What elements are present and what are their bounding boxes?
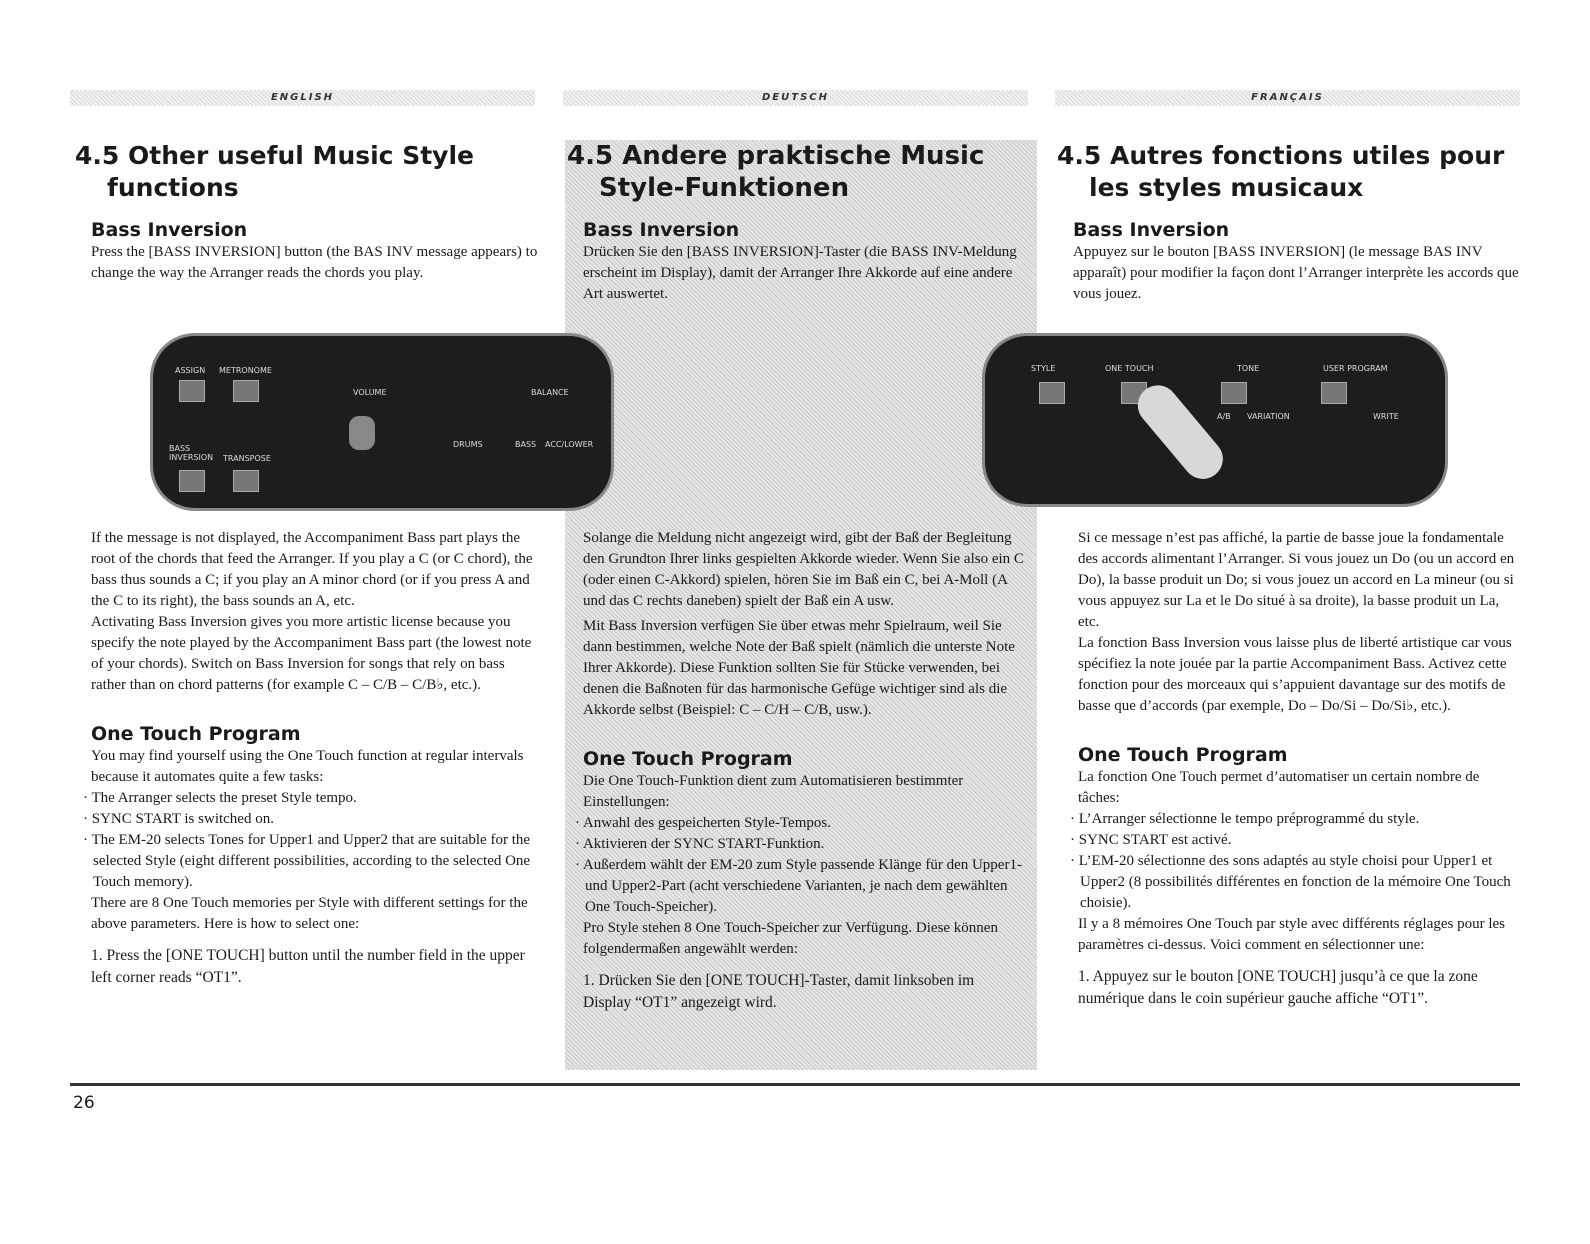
paragraph: Solange die Meldung nicht angezeigt wird, gibt der Baß der Begleitung den Grundton Ihrer links gespielten Akkorde wieder. Wenn Sie also ein C (oder einen C-Akkord) spielen, hören Sie im Baß ein C, bei A-Moll (A und das C rechts daneben) spielt der Baß ein A usw. bbox=[583, 530, 1024, 609]
german-column-bottom bbox=[583, 528, 1025, 1014]
balance-label: BALANCE bbox=[531, 388, 569, 397]
subheading-bass-inversion: Bass Inversion bbox=[91, 219, 248, 241]
paragraph: There are 8 One Touch memories per Style with different settings for the above parameters. Here is how to select one: bbox=[91, 895, 528, 932]
paragraph: Mit Bass Inversion verfügen Sie über etwas mehr Spielraum, weil Sie dann bestimmen, welche Note der Baß spielt (nämlich die unterste Note Ihrer Akkorde). Diese Funktion sollten Sie für Stücke verwenden, bei denen die Baßnoten für das harmonische Gefüge wichtiger sind als die Akkorde selbst (Beispiel: C – C/H – C/B, usw.). bbox=[583, 618, 1015, 718]
feature-list bbox=[83, 788, 536, 893]
step-instruction: 1. Appuyez sur le bouton [ONE TOUCH] jusqu’à ce que la zone numérique dans le coin supérieur gauche affiche “OT1”. bbox=[1078, 968, 1478, 1007]
feature-list bbox=[575, 813, 1025, 918]
footer-rule bbox=[70, 1083, 1520, 1086]
paragraph: Pro Style stehen 8 One Touch-Speicher zur Verfügung. Diese können folgendermaßen angewählt werden: bbox=[583, 920, 998, 957]
paragraph: La fonction Bass Inversion vous laisse plus de liberté artistique car vous spécifiez la note jouée par la partie Accompaniment Bass. Activez cette fonction pour des morceaux qui s’appuient davantage sur des motifs de basse que d’accords (par exemple, Do – Do/Si – Do/Si♭, etc.). bbox=[1078, 635, 1512, 714]
tone-button bbox=[1221, 382, 1247, 404]
list-item: · Aktivieren der SYNC START-Funktion. bbox=[575, 834, 1025, 855]
user-program-button bbox=[1321, 382, 1347, 404]
english-column-top bbox=[75, 140, 540, 284]
paragraph: Il y a 8 mémoires One Touch par style avec différents réglages pour les paramètres ci-dessus. Voici comment en sélectionner une: bbox=[1078, 916, 1506, 953]
list-item: · L’Arranger sélectionne le tempo préprogrammé du style. bbox=[1070, 809, 1523, 830]
user-program-label: USER PROGRAM bbox=[1323, 364, 1388, 373]
section-title: 4.5 Other useful Music Style functions bbox=[75, 141, 474, 202]
page-number: 26 bbox=[73, 1093, 95, 1113]
panel-photo-left bbox=[150, 333, 614, 511]
assign-button bbox=[179, 380, 205, 402]
drums-label: DRUMS bbox=[453, 440, 483, 449]
metronome-label: METRONOME bbox=[219, 366, 272, 375]
panel-photo-right bbox=[982, 333, 1448, 507]
french-column-top bbox=[1057, 140, 1522, 305]
list-item: · Anwahl des gespeicherten Style-Tempos. bbox=[575, 813, 1025, 834]
transpose-label: TRANSPOSE bbox=[223, 454, 271, 463]
subheading-bass-inversion: Bass Inversion bbox=[1073, 219, 1230, 241]
transpose-button bbox=[233, 470, 259, 492]
list-item: · SYNC START is switched on. bbox=[83, 809, 536, 830]
paragraph: Die One Touch-Funktion dient zum Automatisieren bestimmter Einstellungen: bbox=[583, 773, 964, 810]
metronome-button bbox=[233, 380, 259, 402]
style-label: STYLE bbox=[1031, 364, 1056, 373]
feature-list bbox=[1070, 809, 1523, 914]
subheading-bass-inversion: Bass Inversion bbox=[583, 219, 740, 241]
paragraph: Press the [BASS INVERSION] button (the BAS INV message appears) to change the way the Arranger reads the chords you play. bbox=[91, 244, 538, 281]
volume-label: VOLUME bbox=[353, 388, 387, 397]
subheading-one-touch: One Touch Program bbox=[1078, 744, 1288, 766]
assign-label: ASSIGN bbox=[175, 366, 206, 375]
section-title: 4.5 Autres fonctions utiles pour les styles musicaux bbox=[1057, 141, 1505, 202]
paragraph: La fonction One Touch permet d’automatiser un certain nombre de tâches: bbox=[1078, 769, 1480, 806]
section-title: 4.5 Andere praktische Music Style-Funktionen bbox=[567, 141, 985, 203]
bass-label: BASS bbox=[515, 440, 537, 449]
subheading-one-touch: One Touch Program bbox=[583, 748, 793, 770]
list-item: · The Arranger selects the preset Style tempo. bbox=[83, 788, 536, 809]
style-button bbox=[1039, 382, 1065, 404]
paragraph: Activating Bass Inversion gives you more artistic license because you specify the note played by the Accompaniment Bass part (the lowest note of your chords). Switch on Bass Inversion for songs that rely on bass rather than on chord patterns (for example C – C/B – C/B♭, etc.). bbox=[91, 614, 532, 693]
write-label: WRITE bbox=[1373, 412, 1399, 421]
header-bar-francais: FRANÇAIS bbox=[1055, 90, 1520, 106]
german-column-top bbox=[567, 140, 1027, 305]
paragraph: Drücken Sie den [BASS INVERSION]-Taster (die BASS INV-Meldung erscheint im Display), damit der Arranger Ihre Akkorde auf eine andere Art auswertet. bbox=[583, 244, 1017, 302]
list-item: · SYNC START est activé. bbox=[1070, 830, 1523, 851]
paragraph: If the message is not displayed, the Accompaniment Bass part plays the root of the chords that feed the Arranger. If you play a C (or C chord), the bass thus sounds a C; if you play an A minor chord (or if you press A and the C to its right), the bass sounds an A, etc. bbox=[91, 530, 533, 609]
ab-label: A/B bbox=[1217, 412, 1231, 421]
paragraph: Appuyez sur le bouton [BASS INVERSION] (le message BAS INV apparaît) pour modifier la façon dont l’Arranger interprète les accords que vous jouez. bbox=[1073, 244, 1519, 302]
paragraph: You may find yourself using the One Touch function at regular intervals because it automates quite a few tasks: bbox=[91, 748, 524, 785]
tone-label: TONE bbox=[1237, 364, 1260, 373]
bass-inversion-label: BASS INVERSION bbox=[169, 444, 214, 462]
subheading-one-touch: One Touch Program bbox=[91, 723, 301, 745]
variation-label: VARIATION bbox=[1247, 412, 1290, 421]
header-bar-english: ENGLISH bbox=[70, 90, 535, 106]
one-touch-label: ONE TOUCH bbox=[1105, 364, 1154, 373]
french-column-bottom bbox=[1078, 528, 1523, 1010]
english-column-bottom bbox=[91, 528, 536, 989]
volume-slider bbox=[349, 416, 375, 450]
pressing-finger-icon bbox=[1130, 377, 1231, 487]
paragraph: Si ce message n’est pas affiché, la partie de basse joue la fondamentale des accords alimentant l’Arranger. Si vous jouez un Do (ou un accord en Do), la basse produit un Do; si vous jouez un accord en La mineur (ou si vous appuyez sur La et le Do situé à sa droite), la basse produit un La, etc. bbox=[1078, 530, 1515, 630]
list-item: · L’EM-20 sélectionne des sons adaptés au style choisi pour Upper1 et Upper2 (8 possibilités différentes en fonction de la mémoire One Touch choisie). bbox=[1070, 851, 1523, 914]
step-instruction: 1. Press the [ONE TOUCH] button until the number field in the upper left corner reads “OT1”. bbox=[91, 947, 525, 986]
header-bar-deutsch: DEUTSCH bbox=[563, 90, 1028, 106]
step-instruction: 1. Drücken Sie den [ONE TOUCH]-Taster, damit linksoben im Display “OT1” angezeigt wird. bbox=[583, 972, 975, 1011]
acc-lower-label: ACC/LOWER bbox=[545, 440, 594, 449]
list-item: · The EM-20 selects Tones for Upper1 and Upper2 that are suitable for the selected Style (eight different possibilities, according to the selected One Touch memory). bbox=[83, 830, 536, 893]
bass-inversion-button bbox=[179, 470, 205, 492]
list-item: · Außerdem wählt der EM-20 zum Style passende Klänge für den Upper1- und Upper2-Part (acht verschiedene Varianten, je nach dem gewählten One Touch-Speicher). bbox=[575, 855, 1025, 918]
